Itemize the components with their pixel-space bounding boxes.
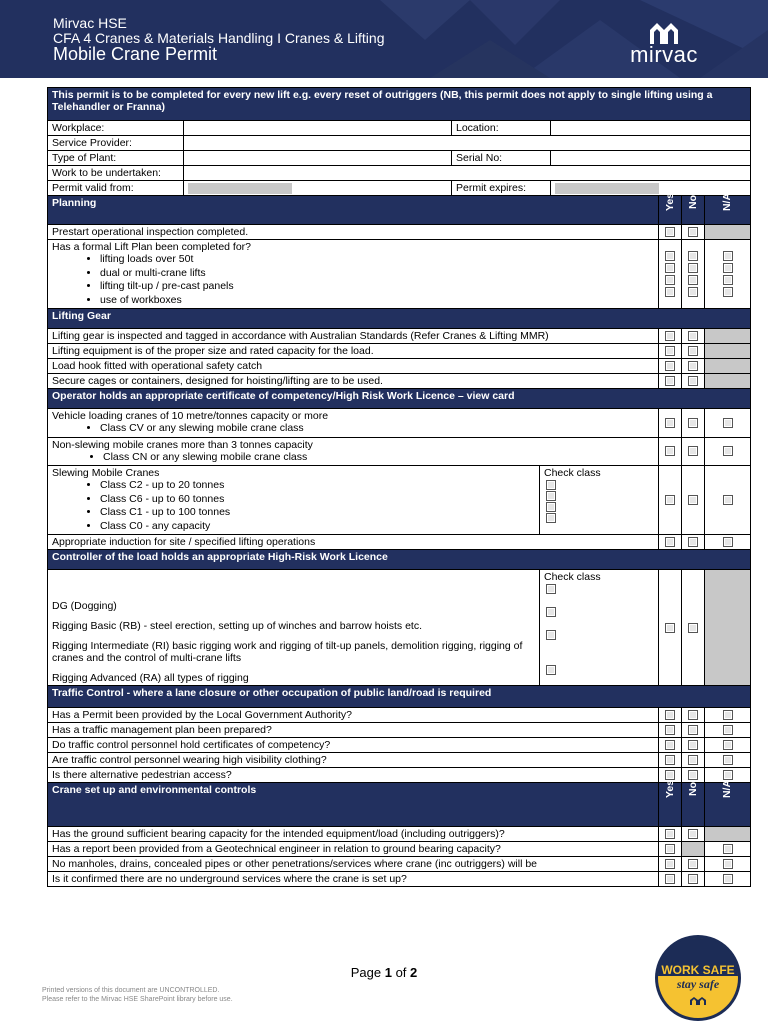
- permit-valid-from-label: Permit valid from:: [48, 181, 184, 196]
- yes-checkbox-group[interactable]: [659, 240, 682, 309]
- work-undertaken-input[interactable]: [184, 166, 751, 181]
- planning-q2-text: Has a formal Lift Plan been completed for?: [52, 241, 252, 253]
- non-slewing-text: Non-slewing mobile cranes more than 3 tonnes capacity: [52, 438, 313, 451]
- na-cell-disabled: [705, 827, 751, 842]
- list-item: • Class C6 - up to 60 tonnes: [100, 493, 535, 507]
- lifting-gear-header: [48, 309, 751, 329]
- na-cell-disabled: [705, 374, 751, 389]
- service-provider-label: Service Provider:: [48, 136, 184, 151]
- planning-q2-list: [52, 253, 654, 307]
- crane-setup-row-3: [48, 857, 751, 872]
- lifting-gear-item: Secure cages or containers, designed for hoisting/lifting are to be used.: [48, 374, 659, 389]
- yes-checkbox[interactable]: [659, 466, 682, 535]
- na-cell-disabled: [705, 329, 751, 344]
- no-checkbox[interactable]: [682, 723, 705, 738]
- na-checkbox[interactable]: [705, 723, 751, 738]
- na-checkbox[interactable]: [705, 409, 751, 438]
- lifting-gear-row-2: [48, 344, 751, 359]
- controller-check-class: [540, 570, 659, 686]
- na-checkbox-group[interactable]: [705, 240, 751, 309]
- no-checkbox[interactable]: [682, 374, 705, 389]
- controller-row: [48, 570, 751, 686]
- list-item: • Class C1 - up to 100 tonnes: [100, 506, 535, 520]
- controller-licences: [48, 570, 540, 686]
- no-checkbox[interactable]: [682, 708, 705, 723]
- no-checkbox[interactable]: [682, 437, 705, 466]
- lifting-gear-row-4: [48, 374, 751, 389]
- traffic-row-5: [48, 768, 751, 783]
- crane-setup-header: [48, 783, 751, 827]
- permit-form: [47, 87, 751, 887]
- serial-no-input[interactable]: [551, 151, 751, 166]
- lifting-gear-item: Lifting equipment is of the proper size and rated capacity for the load.: [48, 344, 659, 359]
- traffic-header: [48, 686, 751, 708]
- no-checkbox[interactable]: [682, 359, 705, 374]
- yes-checkbox[interactable]: [659, 344, 682, 359]
- col-yes: [659, 192, 682, 225]
- slewing-cranes: [48, 466, 540, 535]
- intro-text: This permit is to be completed for every new lift e.g. every reset of outriggers (NB, this permit does not apply to single lifting using a Telehandler or Franna): [48, 88, 751, 121]
- no-checkbox[interactable]: [682, 768, 705, 783]
- vehicle-loading-cranes: [48, 409, 659, 438]
- na-cell-disabled: [705, 344, 751, 359]
- planning-row-1: [48, 225, 751, 240]
- badge-inner: [658, 938, 738, 1018]
- traffic-item: Has a Permit been provided by the Local Government Authority?: [48, 708, 659, 723]
- na-checkbox[interactable]: [705, 466, 751, 535]
- page-prefix: Page: [350, 965, 385, 980]
- list-item: • lifting loads over 50t: [100, 253, 654, 267]
- list-item: • use of workboxes: [100, 294, 654, 308]
- badge-line-2: stay safe: [676, 977, 720, 991]
- traffic-item: Do traffic control personnel hold certificates of competency?: [48, 738, 659, 753]
- class-checkbox[interactable]: [546, 502, 556, 512]
- yes-checkbox[interactable]: [659, 723, 682, 738]
- list-item: • Class CN or any slewing mobile crane class: [103, 451, 654, 465]
- yes-checkbox[interactable]: [659, 225, 682, 240]
- traffic-title: Traffic Control - where a lane closure or other occupation of public land/road is required: [48, 686, 751, 708]
- list-item: • Class C0 - any capacity: [100, 520, 535, 534]
- footnote-line-2: Please refer to the Mirvac HSE SharePoint library before use.: [42, 996, 233, 1003]
- col-na: [705, 779, 751, 827]
- no-checkbox[interactable]: [682, 466, 705, 535]
- class-checkbox[interactable]: [546, 513, 556, 523]
- traffic-item: Is there alternative pedestrian access?: [48, 768, 659, 783]
- class-checkbox[interactable]: [546, 480, 556, 490]
- workplace-row: [48, 121, 751, 136]
- workplace-label: Workplace:: [48, 121, 184, 136]
- na-checkbox[interactable]: [705, 872, 751, 887]
- location-label: Location:: [452, 121, 551, 136]
- brand-name: Mirvac HSE: [53, 15, 127, 31]
- yes-checkbox[interactable]: [659, 359, 682, 374]
- col-yes: [659, 779, 682, 827]
- col-na-label: N/A: [721, 779, 734, 799]
- traffic-row-1: [48, 708, 751, 723]
- intro-row: [48, 88, 751, 121]
- col-yes-label: Yes: [663, 192, 676, 212]
- na-checkbox[interactable]: [705, 708, 751, 723]
- planning-title: Planning: [48, 196, 659, 225]
- page-title: Mobile Crane Permit: [53, 44, 218, 64]
- page-number: [0, 965, 768, 980]
- permit-valid-from-input[interactable]: [184, 181, 452, 196]
- crane-setup-item: No manholes, drains, concealed pipes or other penetrations/services where crane (inc outriggers) will be: [48, 857, 659, 872]
- yes-checkbox[interactable]: [659, 570, 682, 686]
- workplace-input[interactable]: [184, 121, 452, 136]
- na-cell-disabled: [705, 225, 751, 240]
- crane-setup-item: Has the ground sufficient bearing capacity for the intended equipment/load (including outriggers)?: [48, 827, 659, 842]
- controller-title: Controller of the load holds an appropriate High-Risk Work Licence: [48, 550, 751, 570]
- col-yes-label: Yes: [663, 779, 676, 799]
- yes-checkbox[interactable]: [659, 857, 682, 872]
- yes-checkbox[interactable]: [659, 535, 682, 550]
- licence-ri: Rigging Intermediate (RI) basic rigging work and rigging of tilt-up panels, demolition rigging, rigging of cranes and the control of multi-crane lifts: [52, 640, 523, 664]
- operator-title: Operator holds an appropriate certificate of competency/High Risk Work Licence – view card: [48, 389, 751, 409]
- na-checkbox[interactable]: [705, 753, 751, 768]
- licence-dg: DG (Dogging): [52, 600, 117, 612]
- vehicle-loading-text: Vehicle loading cranes of 10 metre/tonnes capacity or more: [52, 410, 329, 422]
- yes-checkbox[interactable]: [659, 437, 682, 466]
- planning-header: [48, 196, 751, 225]
- footnote-line-1: Printed versions of this document are UNCONTROLLED.: [42, 987, 220, 994]
- work-safe-badge: [655, 935, 741, 1021]
- crane-setup-title: Crane set up and environmental controls: [48, 783, 659, 827]
- na-checkbox[interactable]: [705, 738, 751, 753]
- total-pages: 2: [410, 965, 418, 980]
- induction-text: Appropriate induction for site / specified lifting operations: [48, 535, 659, 550]
- service-provider-row: [48, 136, 751, 151]
- permit-expires-label: Permit expires:: [452, 181, 551, 196]
- yes-checkbox[interactable]: [659, 753, 682, 768]
- yes-checkbox[interactable]: [659, 329, 682, 344]
- class-checkbox[interactable]: [546, 584, 556, 594]
- col-no-label: No: [687, 195, 699, 209]
- list-item: • lifting tilt-up / pre-cast panels: [100, 280, 654, 294]
- crane-setup-item: Has a report been provided from a Geotechnical engineer in relation to ground bearing capacity?: [48, 842, 659, 857]
- class-checkbox[interactable]: [546, 607, 556, 617]
- no-checkbox[interactable]: [682, 344, 705, 359]
- operator-row-vehicle-loading: [48, 409, 751, 438]
- current-page: 1: [384, 965, 392, 980]
- check-class-label: Check class: [544, 571, 601, 583]
- traffic-item: Has a traffic management plan been prepared?: [48, 723, 659, 738]
- non-slewing-cranes: [48, 437, 659, 466]
- type-of-plant-label: Type of Plant:: [48, 151, 184, 166]
- planning-row-2: [48, 240, 751, 309]
- no-checkbox[interactable]: [682, 827, 705, 842]
- na-checkbox[interactable]: [705, 857, 751, 872]
- na-cell-disabled: [705, 570, 751, 686]
- class-checkbox[interactable]: [546, 665, 556, 675]
- no-checkbox[interactable]: [682, 535, 705, 550]
- lifting-gear-title: Lifting Gear: [48, 309, 751, 329]
- work-undertaken-row: [48, 166, 751, 181]
- list-item: • dual or multi-crane lifts: [100, 267, 654, 281]
- operator-row-slewing: [48, 466, 751, 535]
- planning-q2: [48, 240, 659, 309]
- operator-row-induction: [48, 535, 751, 550]
- slewing-check-class: [540, 466, 659, 535]
- no-checkbox[interactable]: [682, 570, 705, 686]
- na-checkbox[interactable]: [705, 842, 751, 857]
- service-provider-input[interactable]: [184, 136, 751, 151]
- yes-checkbox[interactable]: [659, 842, 682, 857]
- non-slewing-list: [52, 451, 654, 465]
- location-input[interactable]: [551, 121, 751, 136]
- col-no-label: No: [687, 782, 699, 796]
- operator-header: [48, 389, 751, 409]
- breadcrumb: CFA 4 Cranes & Materials Handling I Cranes & Lifting: [53, 30, 385, 46]
- no-checkbox[interactable]: [682, 872, 705, 887]
- crane-setup-row-4: [48, 872, 751, 887]
- traffic-row-3: [48, 738, 751, 753]
- lifting-gear-row-3: [48, 359, 751, 374]
- planning-q1: Prestart operational inspection completed.: [48, 225, 659, 240]
- na-checkbox[interactable]: [705, 535, 751, 550]
- col-no: [682, 783, 705, 827]
- no-cell-disabled: [682, 842, 705, 857]
- no-checkbox[interactable]: [682, 225, 705, 240]
- no-checkbox[interactable]: [682, 329, 705, 344]
- yes-checkbox[interactable]: [659, 738, 682, 753]
- page-of: of: [391, 965, 411, 980]
- uncontrolled-note: [42, 986, 233, 1004]
- col-na-label: N/A: [721, 192, 734, 212]
- no-checkbox-group[interactable]: [682, 240, 705, 309]
- no-checkbox[interactable]: [682, 738, 705, 753]
- logo-text: mirvac: [630, 42, 698, 67]
- mirvac-logo: [624, 20, 704, 68]
- yes-checkbox[interactable]: [659, 708, 682, 723]
- no-checkbox[interactable]: [682, 857, 705, 872]
- crane-setup-row-1: [48, 827, 751, 842]
- operator-row-non-slewing: [48, 437, 751, 466]
- yes-checkbox[interactable]: [659, 872, 682, 887]
- vehicle-loading-list: [52, 422, 654, 436]
- yes-checkbox[interactable]: [659, 409, 682, 438]
- licence-rb: Rigging Basic (RB) - steel erection, setting up of winches and barrow hoists etc.: [52, 620, 423, 632]
- col-na: [705, 192, 751, 225]
- slewing-class-list: [52, 479, 535, 533]
- type-of-plant-input[interactable]: [184, 151, 452, 166]
- badge-logo-icon: [689, 996, 707, 1006]
- yes-checkbox[interactable]: [659, 827, 682, 842]
- type-of-plant-row: [48, 151, 751, 166]
- badge-line-1: WORK SAFE: [661, 963, 735, 977]
- class-checkbox[interactable]: [546, 491, 556, 501]
- controller-header: [48, 550, 751, 570]
- na-cell-disabled: [705, 359, 751, 374]
- no-checkbox[interactable]: [682, 753, 705, 768]
- work-undertaken-label: Work to be undertaken:: [48, 166, 184, 181]
- check-class-label: Check class: [544, 467, 601, 479]
- crane-setup-item: Is it confirmed there are no underground services where the crane is set up?: [48, 872, 659, 887]
- traffic-row-4: [48, 753, 751, 768]
- slewing-text: Slewing Mobile Cranes: [52, 467, 160, 479]
- lifting-gear-item: Lifting gear is inspected and tagged in accordance with Australian Standards (Refer Cranes & Lifting MMR): [48, 329, 659, 344]
- no-checkbox[interactable]: [682, 409, 705, 438]
- serial-no-label: Serial No:: [452, 151, 551, 166]
- lifting-gear-item: Load hook fitted with operational safety catch: [48, 359, 659, 374]
- traffic-row-2: [48, 723, 751, 738]
- document-header: [0, 0, 768, 78]
- list-item: • Class CV or any slewing mobile crane class: [100, 422, 654, 436]
- na-checkbox[interactable]: [705, 437, 751, 466]
- class-checkbox[interactable]: [546, 630, 556, 640]
- permit-dates-row: [48, 181, 751, 196]
- lifting-gear-row-1: [48, 329, 751, 344]
- col-no: [682, 196, 705, 225]
- yes-checkbox[interactable]: [659, 374, 682, 389]
- list-item: • Class C2 - up to 20 tonnes: [100, 479, 535, 493]
- traffic-item: Are traffic control personnel wearing high visibility clothing?: [48, 753, 659, 768]
- licence-ra: Rigging Advanced (RA) all types of rigging: [52, 672, 249, 684]
- crane-setup-row-2: [48, 842, 751, 857]
